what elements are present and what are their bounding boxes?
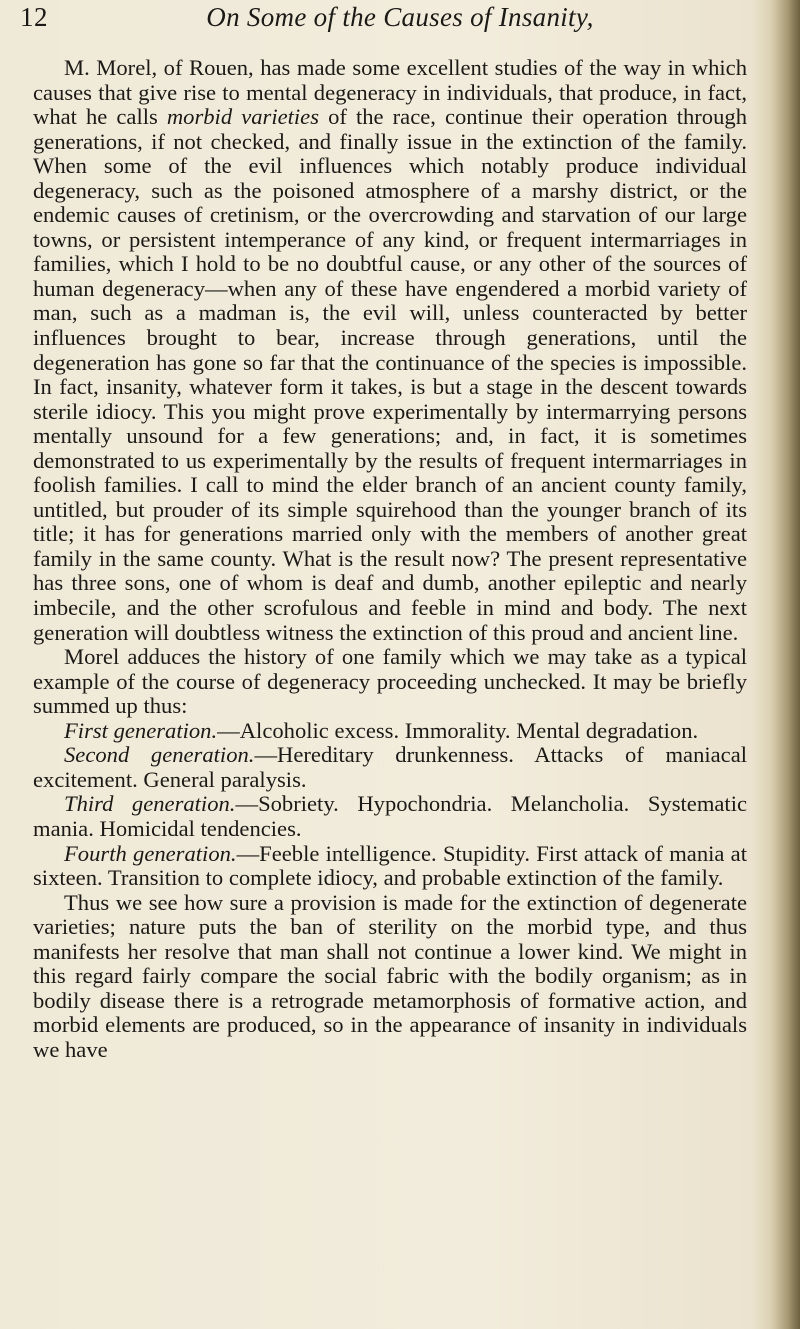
generation-description: —Sobriety. Hypochondria. Melancholia. Systematic mania. Homicidal tendencies. <box>33 791 748 841</box>
page-header <box>20 2 780 42</box>
paragraph-conclusion: Thus we see how sure a provision is made for the extinction of degenerate varieties; nature puts the ban of sterility on the morbid type, and thus manifests her resolve that man shall not continue a lower kind. We might in this regard fairly compare the social fabric with the bodily organism; as in bodily disease there is a retrograde metamorphosis of formative action, and morbid elements are produced, so in the appearance of insanity in individuals we have <box>33 889 747 1062</box>
paragraph-family-history <box>33 645 747 719</box>
generation-entry <box>33 792 747 841</box>
body-text <box>33 56 747 1062</box>
page-number: 12 <box>20 2 48 32</box>
paragraph-text: Morel adduces the history of one family which we may take as a typical example of the course of degeneracy proceeding unchecked. It may be briefly summed up thus: <box>33 644 747 719</box>
emphasis-morbid-varieties: morbid varieties <box>166 104 320 130</box>
generation-entry <box>33 743 747 792</box>
paragraph-morel-studies <box>33 56 747 645</box>
generation-description: —Feeble intelligence. Stupidity. First attack of mania at sixteen. Transition to complete idiocy, and probable extinction of the family. <box>33 840 747 891</box>
generation-entry <box>33 842 747 891</box>
generation-entry <box>33 719 747 744</box>
generation-description: —Alcoholic excess. Immorality. Mental degradation. <box>217 717 699 743</box>
page-gutter-shadow <box>770 0 800 1329</box>
generation-label: Second generation. <box>64 742 255 768</box>
running-title: On Some of the Causes of Insanity, <box>206 2 594 32</box>
generation-label: Third generation. <box>64 791 236 817</box>
generation-label: Fourth generation. <box>64 840 237 866</box>
generation-label: First generation. <box>64 717 218 743</box>
generation-description: —Hereditary drunkenness. Attacks of maniacal excitement. General paralysis. <box>33 742 747 792</box>
paragraph-text-continued: of the race, continue their operation through generations, if not checked, and finally issue in the extinction of the family. When some of the evil influences which notably produce individual degeneracy, such as the poisoned atmosphere of a marshy district, or the endemic causes of cretinism, or the overcrowding and starvation of our large towns, or persistent intemperance of any kind, or frequent intermarriages in families, which I hold to be no doubtful cause, or any other of the sources of human degeneracy—when any of these have engendered a morbid variety of man, such as a madman is, the evil will, unless counteracted by better influences brought to bear, increase through generations, until the degeneration has gone so far that the continuance of the species is impossible. In fact, insanity, whatever form it takes, is but a stage in the descent towards sterile idiocy. This you might prove experimentally by intermarrying persons mentally unsound for a few generations; and, in fact, it is sometimes demonstrated to us experimentally by the results of frequent intermarriages in foolish families. I call to mind the elder branch of an ancient county family, untitled, but prouder of its simple squirehood than the younger branch of its title; it has for generations married only with the members of another great family in the same county. What is the result now? The present representative has three sons, one of whom is deaf and dumb, another epileptic and nearly imbecile, and the other scrofulous and feeble in mind and body. The next generation will doubtless witness the extinction of this proud and ancient line. <box>33 104 747 645</box>
paragraph-text: M. Morel, of Rouen, has made some excellent studies of the way in which causes that give rise to mental degeneracy in individuals, that produce, in fact, what he calls <box>33 55 747 130</box>
